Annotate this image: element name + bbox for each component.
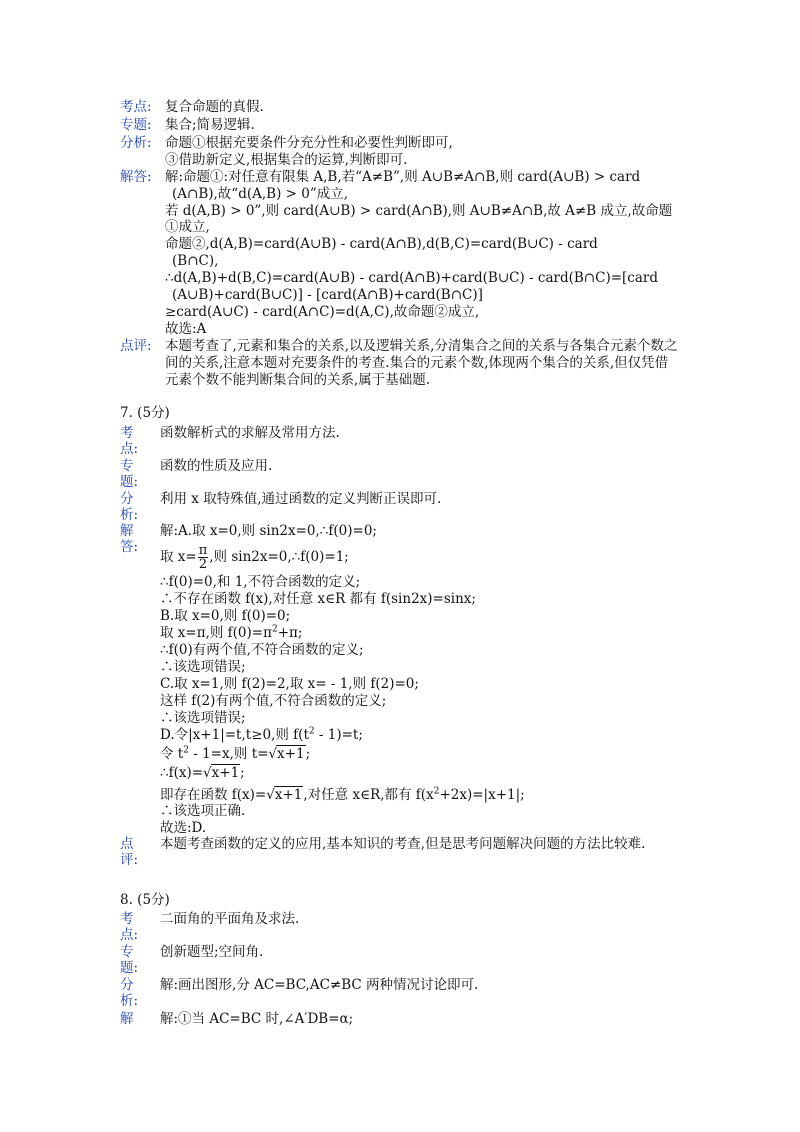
superscript: 2: [308, 726, 315, 737]
q7-dianping-label-1: 点: [120, 836, 134, 852]
q7-line: 故选:D.: [160, 820, 207, 836]
q7-line-text: - 1=x,则 t=√: [188, 746, 278, 762]
superscript: 2: [433, 786, 440, 797]
sqrt-radicand: x+1: [211, 765, 240, 781]
q6-fenxi-label: 分析:: [120, 135, 152, 151]
q6-jieda-line: 解:命题①:对任意有限集 A,B,若“A≠B”,则 A∪B≠A∩B,则 card(A∪B) > card: [165, 169, 641, 185]
q7-kaodian-label-2: 点:: [120, 441, 139, 457]
superscript: 2: [271, 624, 278, 635]
q6-jieda-label: 解答:: [120, 169, 152, 185]
q7-line-text: +π;: [277, 625, 303, 641]
superscript: 2: [183, 745, 189, 756]
q6-dianping-line: 元素个数不能判断集合间的关系,属于基础题.: [165, 372, 431, 388]
pi-over-2-fraction: [198, 544, 209, 571]
q8-zhuanti-label-1: 专: [120, 944, 134, 960]
q7-line: ∴不存在函数 f(x),对任意 x∈R 都有 f(sin2x)=sinx;: [160, 591, 476, 607]
q7-line-text: ,则 sin2x=0,∴f(0)=1;: [209, 549, 349, 565]
fraction-denominator: 2: [198, 557, 208, 572]
q7-dianping-label-2: 评:: [120, 852, 139, 868]
q7-line-text: 即存在函数 f(x)=√: [160, 787, 275, 803]
q7-line-text: 令 t: [160, 746, 184, 762]
q7-zhuanti-label-2: 题:: [120, 474, 139, 490]
q8-fenxi: 解:画出图形,分 AC=BC,AC≠BC 两种情况讨论即可.: [160, 977, 479, 993]
q8-fenxi-label-1: 分: [120, 977, 134, 993]
q6-fenxi-line: ③借助新定义,根据集合的运算,判断即可.: [165, 152, 408, 168]
q6-jieda-line: 命题②,d(A,B)=card(A∪B) - card(A∩B),d(B,C)=card(B∪C) - card: [165, 236, 598, 252]
q7-line-text: - 1)=t;: [314, 727, 363, 743]
q7-line: ∴该选项错误;: [160, 659, 246, 675]
q7-dianping: 本题考查函数的定义的应用,基本知识的考查,但是思考问题解决问题的方法比较难.: [160, 836, 646, 852]
q8-zhuanti: 创新题型;空间角.: [160, 944, 264, 960]
q7-line: [160, 727, 363, 743]
q7-line: [160, 764, 245, 781]
q6-jieda-line: (A∩B),故“d(A,B) > 0”成立,: [172, 186, 349, 202]
q6-dianping-label: 点评:: [120, 338, 152, 354]
q6-jieda-line: ∴d(A,B)+d(B,C)=card(A∪B) - card(A∩B)+card(B∪C) - card(B∩C)=[card: [165, 270, 658, 286]
q7-line-text: ∴f(x)=√: [160, 765, 212, 781]
q7-line-text: +2x)=|x+1|;: [439, 787, 525, 803]
q6-kaodian: 复合命题的真假.: [165, 99, 264, 115]
q7-jieda-label-1: 解: [120, 523, 134, 539]
sqrt-radicand: x+1: [274, 787, 303, 803]
q8-zhuanti-label-2: 题:: [120, 960, 139, 976]
q8-kaodian-label-1: 考: [120, 911, 134, 927]
q6-jieda-line: 若 d(A,B) > 0”,则 card(A∪B) > card(A∩B),则 A∪B≠A∩B,故 A≠B 成立,故命题: [165, 203, 673, 219]
q6-zhuanti-label: 专题:: [120, 117, 152, 133]
q6-jieda-line: ①成立,: [165, 219, 210, 235]
q6-dianping-line: 本题考查了,元素和集合的关系,以及逻辑关系,分清集合之间的关系与各集合元素个数之: [165, 338, 678, 354]
q7-kaodian-label-1: 考: [120, 425, 134, 441]
q7-line: ∴f(0)有两个值,不符合函数的定义;: [160, 642, 364, 658]
q7-zhuanti: 函数的性质及应用.: [160, 458, 273, 474]
q7-line: [160, 786, 525, 803]
q8-header: 8. (5分): [120, 892, 170, 908]
q7-fenxi-label-2: 析:: [120, 507, 139, 523]
q7-line: C.取 x=1,则 f(2)=2,取 x= - 1,则 f(2)=0;: [160, 676, 419, 692]
q6-jieda-line: ≥card(A∪C) - card(A∩C)=d(A,C),故命题②成立,: [165, 304, 480, 320]
q6-dianping-line: 间的关系,注意本题对充要条件的考查.集合的元素个数,体现两个集合的关系,但仅凭借: [165, 355, 669, 371]
q7-line: B.取 x=0,则 f(0)=0;: [160, 608, 291, 624]
q8-kaodian: 二面角的平面角及求法.: [160, 911, 300, 927]
q7-line: [160, 625, 302, 641]
q7-line-text: 取 x=: [160, 549, 197, 565]
q7-line-text: ;: [305, 746, 311, 762]
q7-line: ∴该选项错误;: [160, 710, 246, 726]
q8-kaodian-label-2: 点:: [120, 927, 139, 943]
q7-line: ∴该选项正确.: [160, 803, 246, 819]
q6-fenxi-line: 命题①根据充要条件分充分性和必要性判断即可,: [165, 135, 453, 151]
q8-jieda-label-1: 解: [120, 1011, 134, 1027]
q6-jieda-line: (A∪B)+card(B∪C)] - [card(A∩B)+card(B∩C)]: [172, 287, 483, 303]
q7-line: [160, 745, 310, 762]
q7-line: ∴f(0)=0,和 1,不符合函数的定义;: [160, 574, 361, 590]
q7-line-text: 取 x=π,则 f(0)=π: [160, 625, 272, 641]
q7-line: [160, 542, 349, 572]
q7-line-text: D.令|x+1|=t,t≥0,则 f(t: [160, 727, 309, 743]
q8-line: 解:①当 AC=BC 时,∠A′DB=α;: [160, 1011, 354, 1027]
q7-fenxi: 利用 x 取特殊值,通过函数的定义判断正误即可.: [160, 491, 442, 507]
q7-jieda-label-2: 答:: [120, 539, 139, 555]
q7-line-text: ,对任意 x∈R,都有 f(x: [303, 787, 434, 803]
sqrt-radicand: x+1: [277, 746, 305, 762]
q6-jieda-line: (B∩C),: [172, 253, 219, 269]
q7-fenxi-label-1: 分: [120, 491, 134, 507]
q6-zhuanti: 集合;简易逻辑.: [165, 117, 255, 133]
q7-header: 7. (5分): [120, 405, 170, 421]
q7-kaodian: 函数解析式的求解及常用方法.: [160, 425, 340, 441]
q7-line: 解:A.取 x=0,则 sin2x=0,∴f(0)=0;: [160, 523, 377, 539]
q8-fenxi-label-2: 析:: [120, 993, 139, 1009]
q7-zhuanti-label-1: 专: [120, 458, 134, 474]
q6-kaodian-label: 考点:: [120, 99, 152, 115]
q7-line: 这样 f(2)有两个值,不符合函数的定义;: [160, 693, 387, 709]
q7-line-text: ;: [240, 765, 245, 781]
fraction-numerator: π: [198, 543, 208, 558]
q6-jieda-line: 故选:A: [165, 321, 207, 337]
